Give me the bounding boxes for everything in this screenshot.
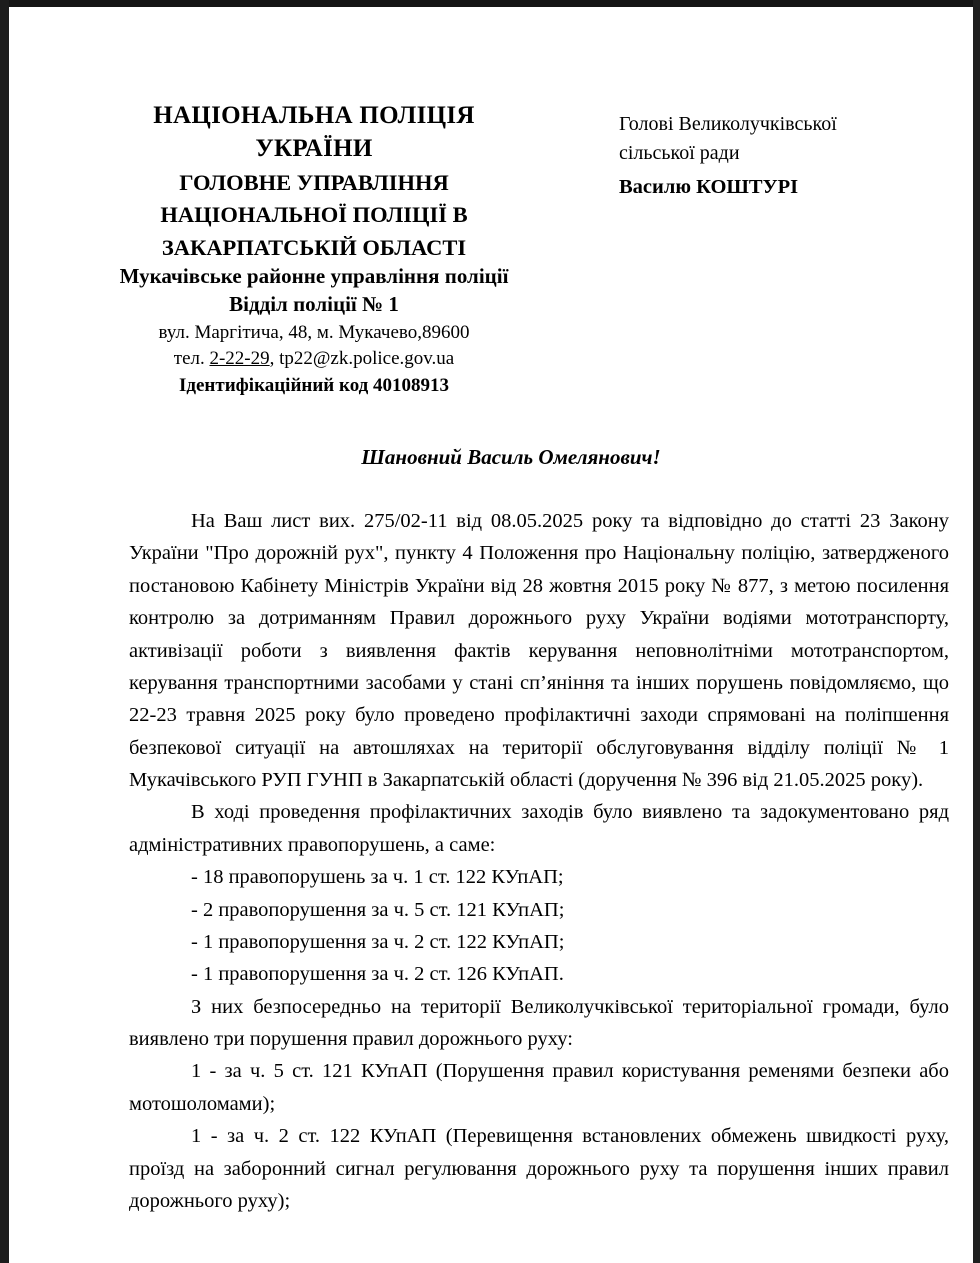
letterhead-block xyxy=(9,100,509,398)
addressee-name: Василю КОШТУРІ xyxy=(619,176,799,198)
body-paragraph: 1 - за ч. 2 ст. 122 КУпАП (Перевищення встановлених обмежень швидкості руху, проїзд на заборонний сигнал регулювання дорожнього руху та порушення інших правил дорожнього руху); xyxy=(129,1125,949,1212)
violation-item: - 18 правопорушень за ч. 1 ст. 122 КУпАП; xyxy=(191,866,564,889)
email-address: tp22@zk.police.gov.ua xyxy=(279,348,455,370)
letterhead-address: вул. Маргітича, 48, м. Мукачево,89600 xyxy=(158,322,470,344)
scan-edge-right xyxy=(973,0,980,1263)
letterhead-line-1: НАЦІОНАЛЬНА ПОЛІЦІЯ xyxy=(153,102,475,129)
letterhead-department: Мукачівське районне управління поліції xyxy=(119,263,509,288)
violation-item: - 1 правопорушення за ч. 2 ст. 126 КУпАП. xyxy=(191,963,564,986)
body-paragraph: 1 - за ч. 5 ст. 121 КУпАП (Порушення правил користування ременями безпеки або мотошоломами); xyxy=(129,1060,949,1115)
letter-header xyxy=(9,100,973,398)
addressee-block xyxy=(509,100,929,203)
letterhead-contacts: тел. 2-22-29, tp22@zk.police.gov.ua xyxy=(173,348,455,370)
violation-item: - 2 правопорушення за ч. 5 ст. 121 КУпАП; xyxy=(191,898,565,921)
addressee-line-1: Голові Великолучківської xyxy=(619,113,837,135)
body-paragraph: На Ваш лист вих. 275/02-11 від 08.05.2025 року та відповідно до статті 23 Закону України "Про дорожній рух", пункту 4 Положення про Національну поліцію, затвердженого постановою Кабінету Міністрів України від 28 жовтня 2015 року № 877, з метою посилення контролю за дотриманням Правил дорожнього руху України водіями мототранспорту, активізації роботи з виявлення фактів керування неповнолітніми мототранспортом, керування транспортними засобами у стані сп’яніння та інших порушень повідомляємо, що 22-23 травня 2025 року було проведено профілактичні заходи спрямовані на поліпшення безпекової ситуації на автошляхах на території обслуговування відділу поліції № 1 Мукачівського РУП ГУНП в Закарпатській області (доручення № 396 від 21.05.2025 року). xyxy=(129,510,949,791)
addressee-line-2: сільської ради xyxy=(619,142,740,164)
letterhead-line-5: ЗАКАРПАТСЬКІЙ ОБЛАСТІ xyxy=(161,234,467,260)
salutation: Шановний Василь Омелянович! xyxy=(361,445,661,469)
document-content xyxy=(9,0,973,1263)
letterhead-identification-code: Ідентифікаційний код 40108913 xyxy=(178,374,450,396)
letterhead-line-4: НАЦІОНАЛЬНОЇ ПОЛІЦІЇ В xyxy=(160,202,468,228)
letterhead-subdivision: Відділ поліції № 1 xyxy=(229,292,399,317)
body-paragraph: З них безпосередньо на території Великолучківської територіальної громади, було виявлено три порушення правил дорожнього руху: xyxy=(129,995,949,1050)
letter-body xyxy=(129,505,949,1217)
phone-number: 2-22-29 xyxy=(209,348,270,370)
letterhead-line-2: УКРАЇНИ xyxy=(255,134,373,162)
phone-label: тел. xyxy=(173,348,205,370)
letterhead-line-3: ГОЛОВНЕ УПРАВЛІННЯ xyxy=(179,170,449,195)
scan-edge-left xyxy=(0,0,9,1263)
violation-item: - 1 правопорушення за ч. 2 ст. 122 КУпАП; xyxy=(191,930,565,953)
body-paragraph: В ході проведення профілактичних заходів було виявлено та задокументовано ряд адміністративних правопорушень, а саме: xyxy=(129,801,949,856)
